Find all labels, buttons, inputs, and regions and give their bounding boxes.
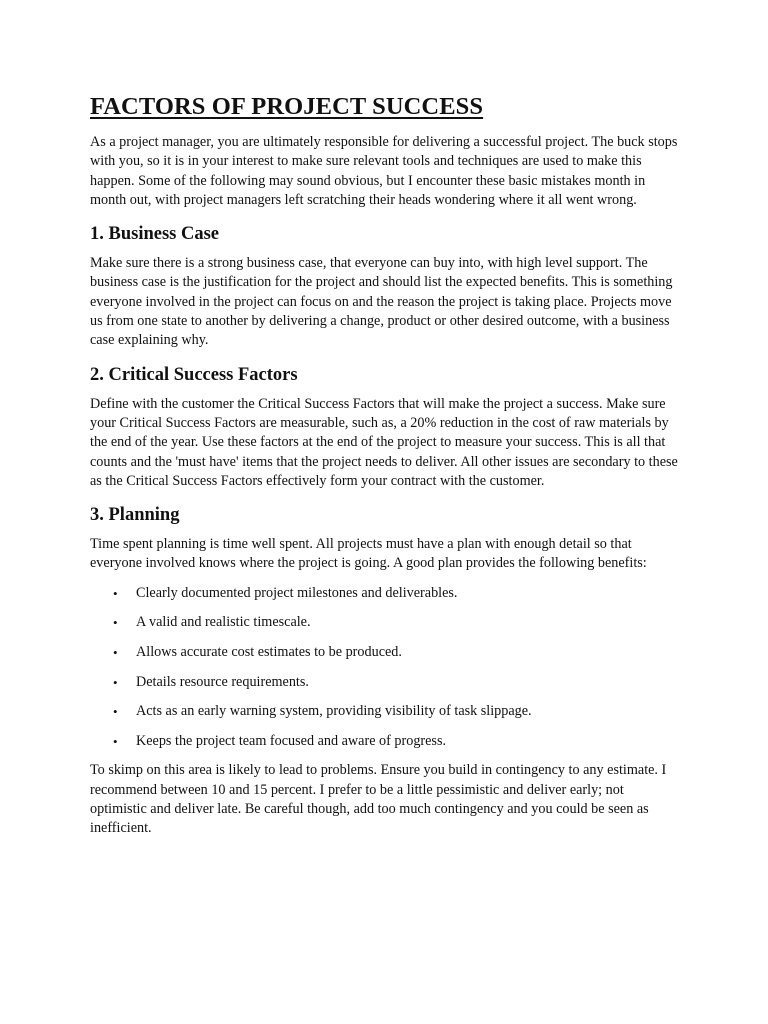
- list-item: [90, 702, 680, 721]
- benefits-list: [90, 584, 680, 751]
- bullet-icon: •: [113, 585, 118, 601]
- list-item: [90, 643, 680, 662]
- list-item-text: Allows accurate cost estimates to be produced.: [136, 643, 402, 660]
- bullet-icon: •: [113, 733, 118, 749]
- list-item: [90, 584, 680, 603]
- section-body-critical-success-factors: Define with the customer the Critical Success Factors that will make the project a success. Make sure your Critical Success Factors are measurable, such as, a 20% reduction in the cost of raw materials by the end of the year. Use these factors at the end of the project to measure your success. This is all that counts and the 'must have' items that the project needs to deliver. All other issues are secondary to these as the Critical Success Factors effectively form your contract with the customer.: [90, 395, 678, 489]
- list-item-text: A valid and realistic timescale.: [136, 614, 311, 631]
- list-item-text: Acts as an early warning system, providing visibility of task slippage.: [136, 703, 532, 720]
- section-body-planning: Time spent planning is time well spent. All projects must have a plan with enough detail so that everyone involved knows where the project is going. A good plan provides the following benefits:: [90, 536, 647, 572]
- bullet-icon: •: [113, 615, 118, 631]
- bullet-icon: •: [113, 704, 118, 720]
- list-item-text: Clearly documented project milestones and deliverables.: [136, 584, 458, 601]
- section-heading-planning: 3. Planning: [90, 505, 180, 526]
- section-planning: [90, 503, 680, 838]
- document-page: [90, 92, 680, 839]
- list-item: [90, 673, 680, 692]
- bullet-icon: •: [113, 644, 118, 660]
- section-critical-success-factors: [90, 363, 680, 491]
- section-body-business-case: Make sure there is a strong business case, that everyone can buy into, with high level support. The business case is the justification for the project and should list the expected benefits. This is something everyone involved in the project can focus on and the reason the project is taking place. Projects move us from one state to another by delivering a change, product or other desired outcome, with a business case explaining why.: [90, 255, 673, 349]
- list-item: [90, 732, 680, 751]
- intro-paragraph: As a project manager, you are ultimately responsible for delivering a successful project. The buck stops with you, so it is in your interest to make sure relevant tools and techniques are used to make this happen. Some of the following may sound obvious, but I encounter these basic mistakes month in month out, with project managers left scratching their heads wondering where it all went wrong.: [90, 134, 678, 208]
- list-item-text: Keeps the project team focused and aware of progress.: [136, 732, 447, 749]
- list-item: [90, 613, 680, 632]
- section-heading-critical-success-factors: 2. Critical Success Factors: [90, 364, 298, 385]
- section-heading-business-case: 1. Business Case: [90, 224, 220, 245]
- section-closing-planning: To skimp on this area is likely to lead to problems. Ensure you build in contingency to any estimate. I recommend between 10 and 15 percent. I prefer to be a little pessimistic and deliver early; not optimistic and deliver late. Be careful though, add too much contingency and you could be seen as inefficient.: [90, 762, 667, 837]
- document-title: FACTORS OF PROJECT SUCCESS: [90, 93, 484, 120]
- bullet-icon: •: [113, 674, 118, 690]
- list-item-text: Details resource requirements.: [136, 673, 309, 690]
- section-business-case: [90, 222, 680, 350]
